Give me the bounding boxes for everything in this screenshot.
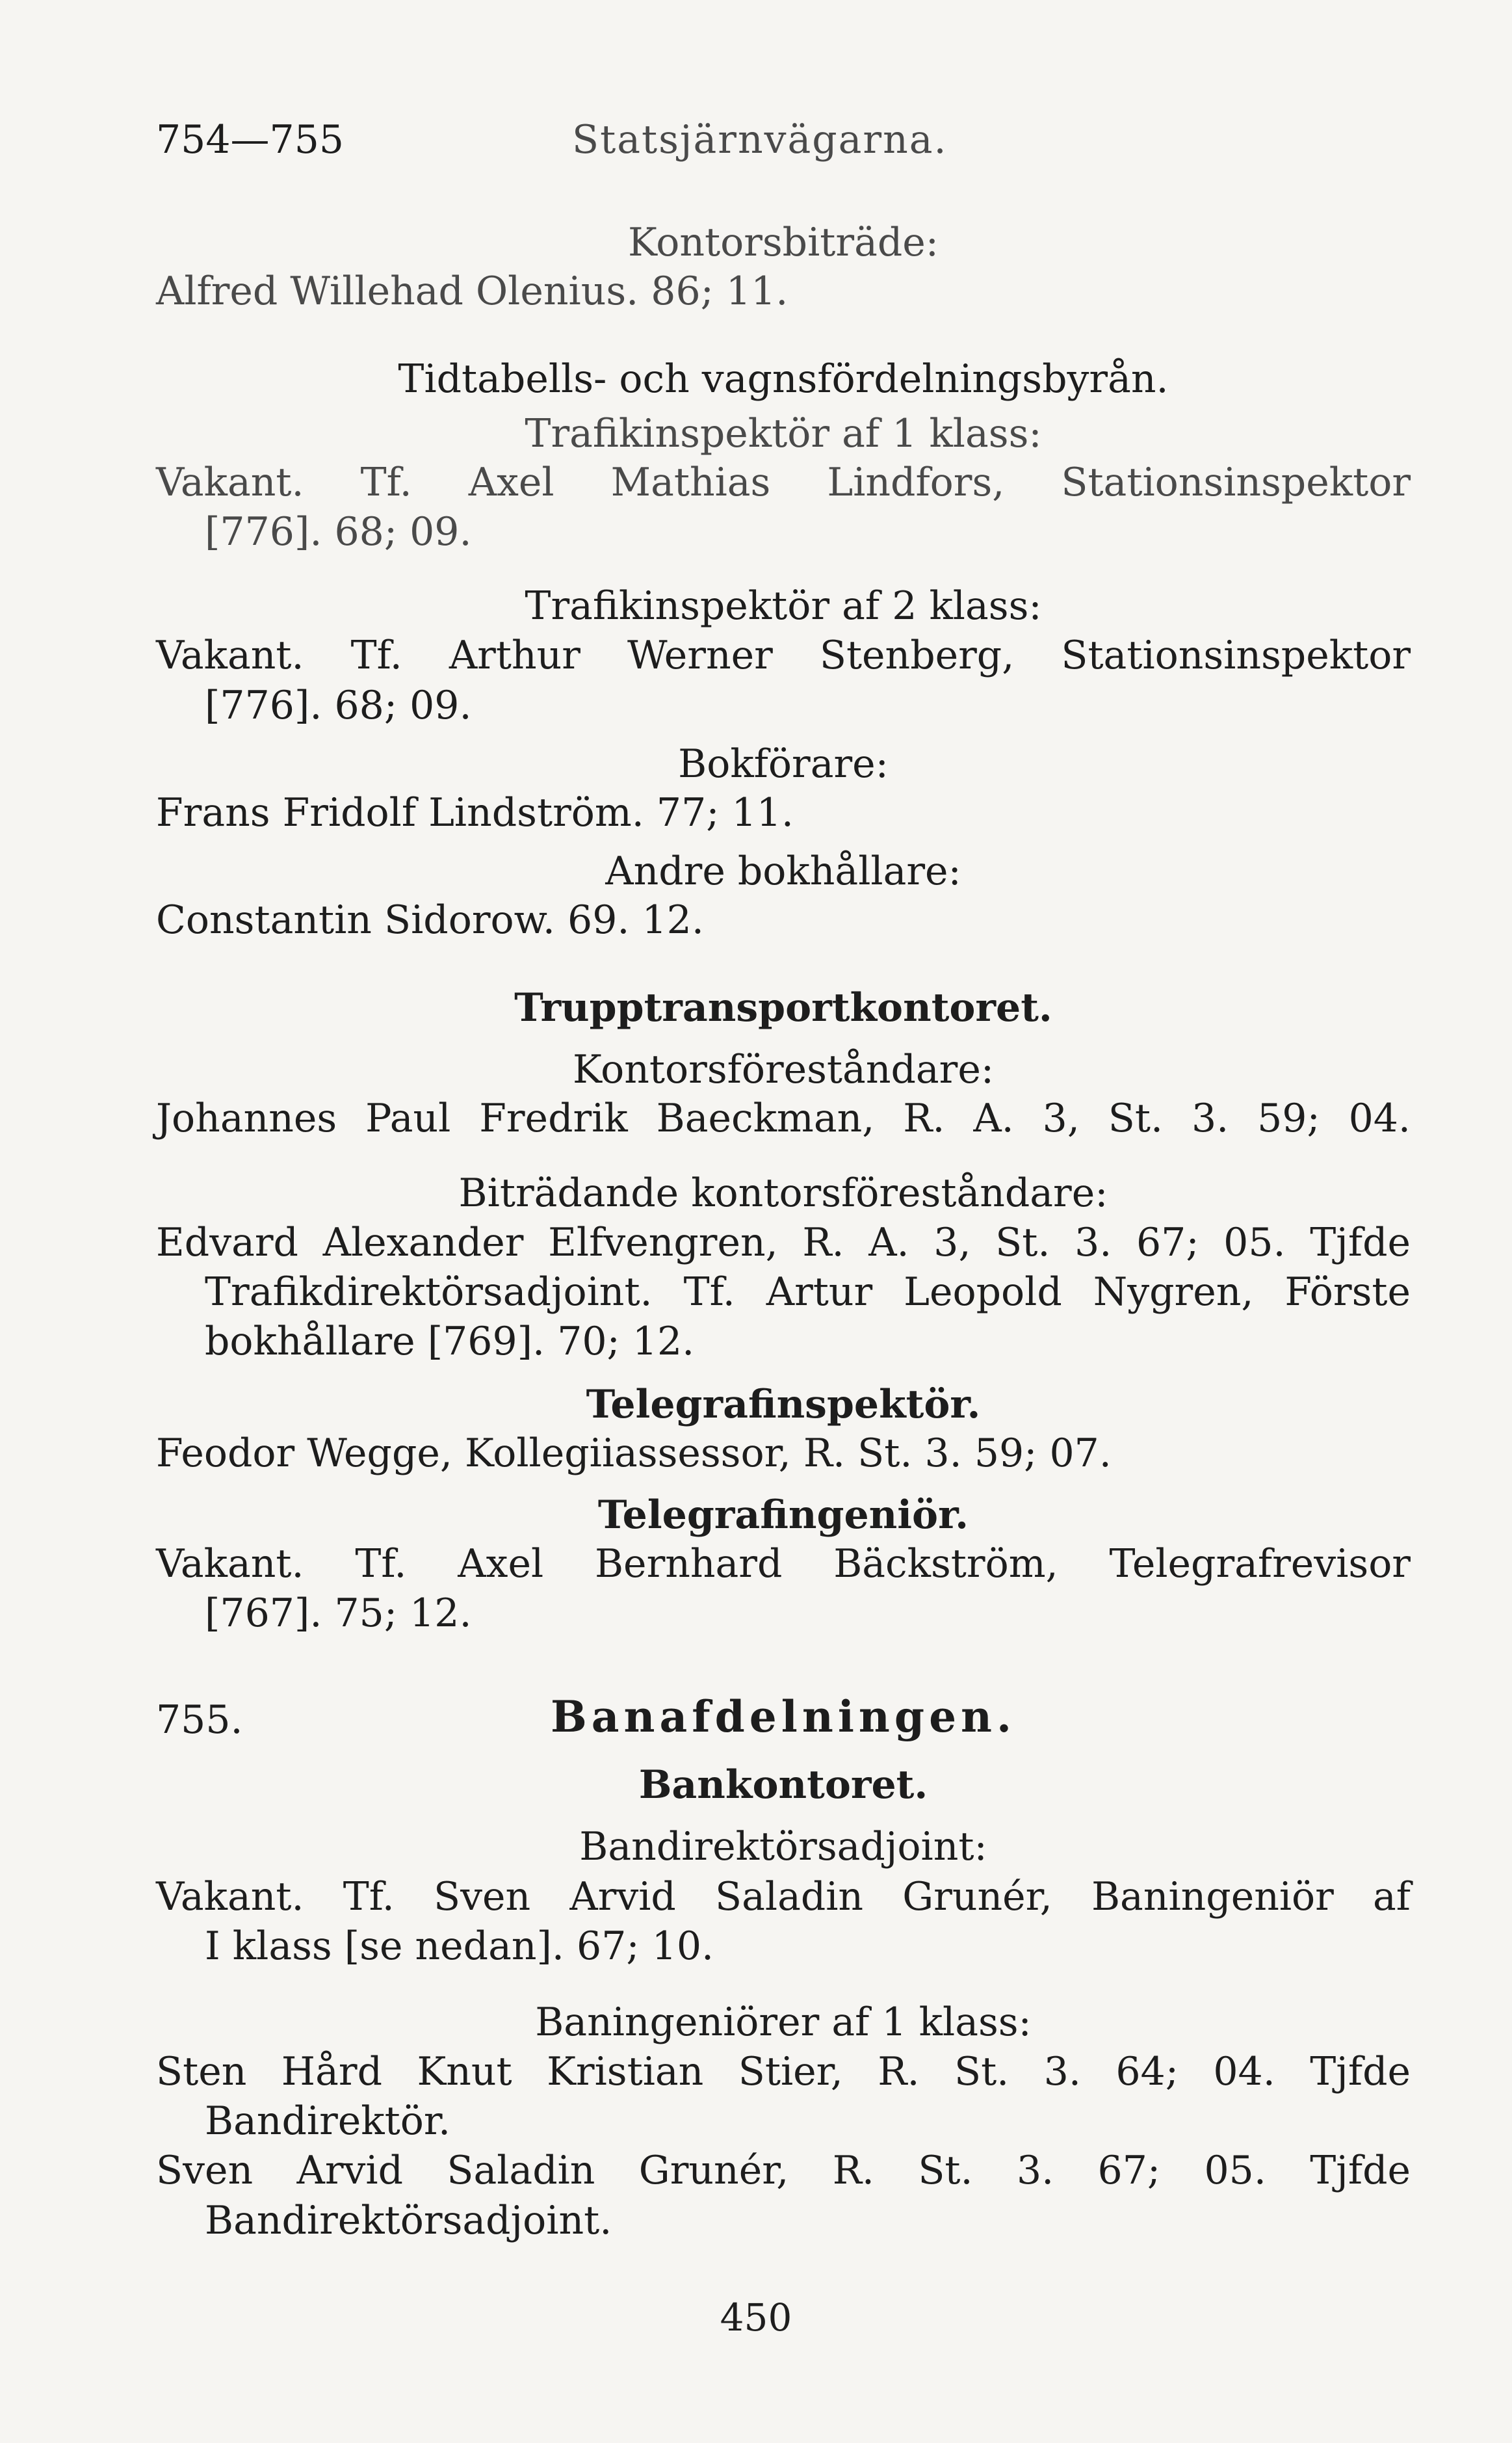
entry-trafikinspektor-2-line2: [776]. 68; 09.: [205, 683, 472, 728]
entry-kontorsforestandare: Johannes Paul Fredrik Baeckman, R. A. 3, St. 3. 59; 04.: [156, 1096, 1411, 1141]
role-bitradande-kontorsforestandare: Biträdande kontorsföreståndare:: [458, 1170, 1108, 1216]
role-trafikinspektor-1: Trafikinspektör af 1 klass:: [525, 411, 1042, 456]
page-number: 450: [720, 2295, 792, 2340]
role-kontorsforestandare: Kontorsföreståndare:: [572, 1047, 995, 1092]
section-heading-tidtabell: Tidtabells- och vagnsfördelningsbyrån.: [398, 356, 1169, 402]
entry-bitradande-line3: bokhållare [769]. 70; 12.: [205, 1319, 695, 1364]
entry-gruner-line1: Sven Arvid Saladin Grunér, R. St. 3. 67; 05. Tjfde: [156, 2148, 1411, 2193]
entry-telegrafingenior-line1: Vakant. Tf. Axel Bernhard Bäckström, Telegrafrevisor: [156, 1541, 1411, 1587]
entry-telegrafingenior-line2: [767]. 75; 12.: [205, 1591, 472, 1636]
entry-andre-bokhallare: Constantin Sidorow. 69. 12.: [156, 897, 704, 943]
role-andre-bokhallare: Andre bokhållare:: [605, 849, 961, 894]
page-range: 754—755: [156, 117, 345, 163]
role-kontorsbitrade: Kontorsbiträde:: [628, 220, 939, 265]
subheading-bankontoret: Bankontoret.: [638, 1762, 928, 1808]
entry-trafikinspektor-1-line2: [776]. 68; 09.: [205, 509, 472, 555]
entry-bitradande-line1: Edvard Alexander Elfvengren, R. A. 3, St. 3. 67; 05. Tjfde: [156, 1220, 1411, 1265]
entry-bandirektorsadjoint-line2: I klass [se nedan]. 67; 10.: [205, 1923, 714, 1969]
section-heading-telegrafingenior: Telegrafingeniör.: [597, 1492, 969, 1538]
section-heading-telegrafinspektor: Telegrafinspektör.: [586, 1382, 981, 1427]
entry-stier-line1: Sten Hård Knut Kristian Stier, R. St. 3. 64; 04. Tjfde: [156, 2049, 1411, 2094]
entry-bandirektorsadjoint-line1: Vakant. Tf. Sven Arvid Saladin Grunér, Baningeniör af: [156, 1874, 1411, 1920]
entry-trafikinspektor-1-line1: Vakant. Tf. Axel Mathias Lindfors, Stationsinspektor: [156, 460, 1411, 505]
role-trafikinspektor-2: Trafikinspektör af 2 klass:: [525, 583, 1042, 629]
running-title: Statsjärnvägarna.: [572, 117, 948, 163]
entry-telegrafinspektor: Feodor Wegge, Kollegiiassessor, R. St. 3. 59; 07.: [156, 1431, 1112, 1476]
role-bokforare: Bokförare:: [678, 741, 889, 787]
entry-stier-line2: Bandirektör.: [205, 2098, 451, 2144]
section-heading-trupp: Trupptransportkontoret.: [514, 985, 1052, 1031]
role-bandirektorsadjoint: Bandirektörsadjoint:: [579, 1824, 987, 1869]
entry-kontorsbitrade: Alfred Willehad Olenius. 86; 11.: [156, 269, 789, 314]
section-heading-banafdelningen: Banafdelningen.: [550, 1691, 1017, 1742]
entry-gruner-line2: Bandirektörsadjoint.: [205, 2198, 612, 2243]
section-number: 755.: [156, 1697, 243, 1743]
entry-bokforare: Frans Fridolf Lindström. 77; 11.: [156, 790, 794, 836]
role-baningeniorer: Baningeniörer af 1 klass:: [535, 2000, 1032, 2045]
entry-bitradande-line2: Trafikdirektörsadjoint. Tf. Artur Leopold Nygren, Förste: [205, 1269, 1411, 1315]
entry-trafikinspektor-2-line1: Vakant. Tf. Arthur Werner Stenberg, Stationsinspektor: [156, 633, 1411, 678]
